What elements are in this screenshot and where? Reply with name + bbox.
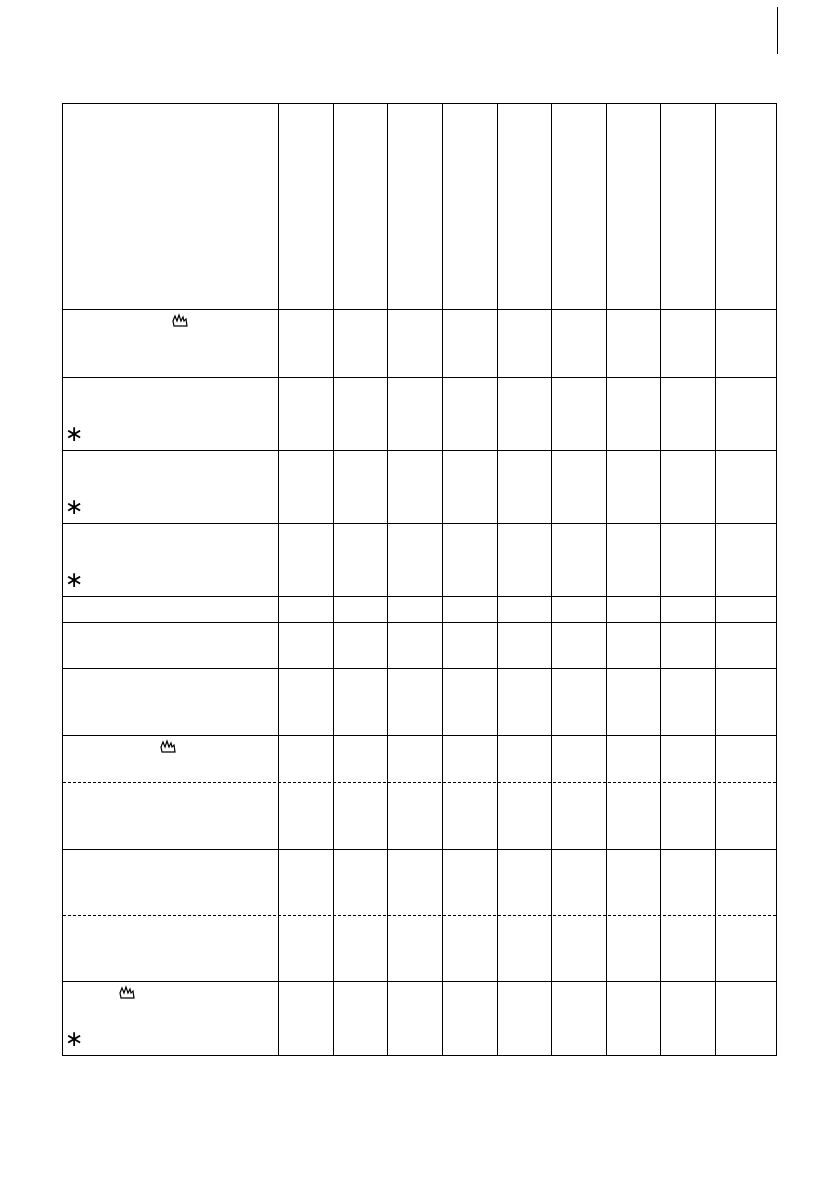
asterisk-icon: ∗ (65, 568, 84, 593)
asterisk-icon: ∗ (65, 1027, 84, 1052)
row-divider (63, 622, 776, 623)
column-divider (497, 104, 498, 1055)
row-divider-dashed (63, 782, 776, 783)
row-divider (63, 377, 776, 378)
column-divider (715, 104, 716, 1055)
column-divider (660, 104, 661, 1055)
row-divider (63, 668, 776, 669)
spec-table-grid (62, 103, 777, 1056)
row-divider (63, 981, 776, 982)
row-divider (63, 523, 776, 524)
hand-wash-icon (171, 312, 189, 331)
column-divider (606, 104, 607, 1055)
row-divider (63, 309, 776, 310)
column-divider (551, 104, 552, 1055)
row-divider (63, 849, 776, 850)
row-divider (63, 450, 776, 451)
column-divider (387, 104, 388, 1055)
row-divider (63, 735, 776, 736)
column-divider (442, 104, 443, 1055)
row-divider-dashed (63, 915, 776, 916)
column-divider (333, 104, 334, 1055)
row-divider (63, 596, 776, 597)
asterisk-icon: ∗ (65, 495, 84, 520)
hand-wash-icon (118, 984, 136, 1003)
binding-margin-line (777, 7, 778, 54)
hand-wash-icon (159, 738, 177, 757)
asterisk-icon: ∗ (65, 422, 84, 447)
column-divider (278, 104, 279, 1055)
